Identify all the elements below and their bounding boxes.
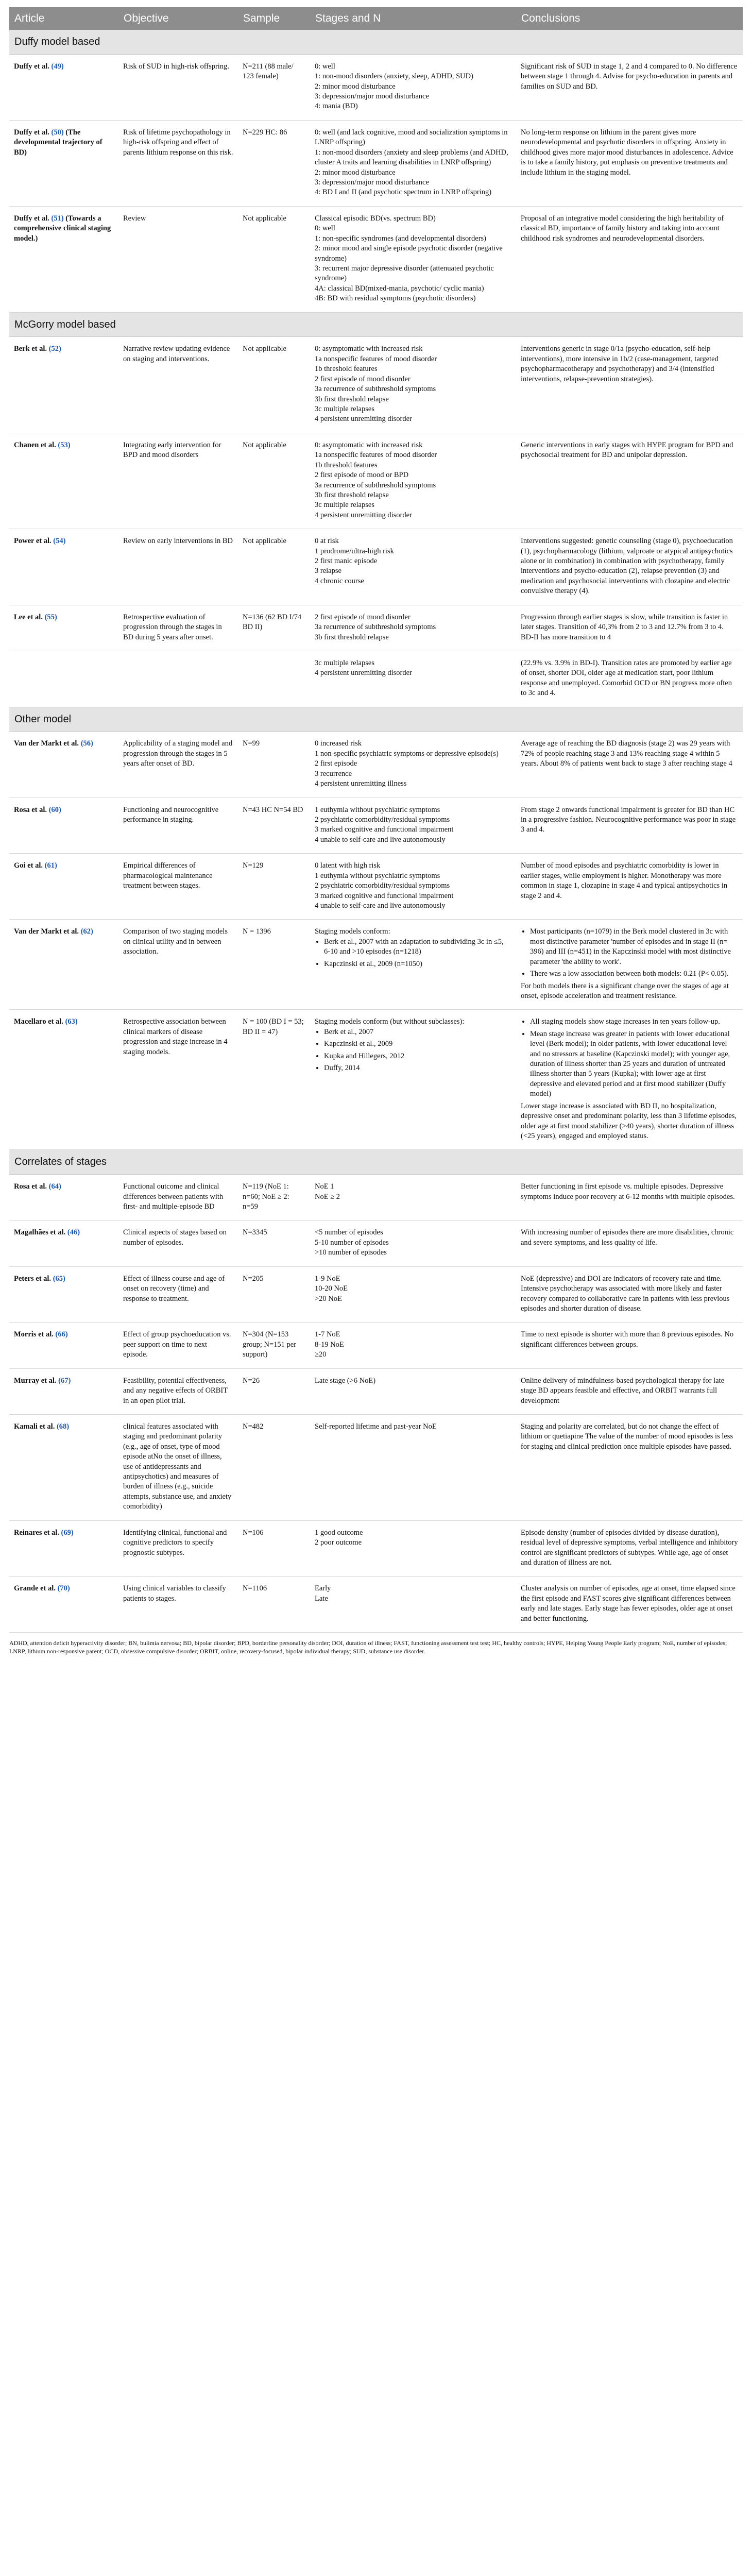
table-row [9, 1010, 743, 1150]
objective-cell: Effect of group psychoeducation vs. peer support on time to next episode. [118, 1323, 238, 1368]
article-author: Goi et al. [14, 861, 43, 870]
table-row [9, 798, 743, 854]
article-reference: (55) [44, 613, 57, 621]
section-title: McGorry model based [9, 312, 743, 337]
stage-line: 0 at risk [315, 537, 339, 546]
objective-cell: Feasibility, potential effectiveness, and any negative effects of ORBIT in an open pilot trial. [118, 1368, 238, 1414]
stage-line: 0: asymptomatic with increased risk [315, 440, 423, 449]
objective-cell: Empirical differences of pharmacological maintenance treatment between stages. [118, 854, 238, 920]
stage-line: 1 euthymia without psychiatric symptoms [315, 805, 440, 814]
sample-cell: N=136 (62 BD I/74 BD II) [238, 605, 310, 651]
stage-line: 4B: BD with residual symptoms (psychotic disorders) [315, 294, 476, 303]
stage-line: 2: minor mood and single episode psychotic disorder (negative syndrome) [315, 244, 503, 263]
objective-cell: Retrospective evaluation of progression through the stages in BD during 5 years after onset. [118, 605, 238, 651]
article-cell [9, 433, 118, 529]
stage-line: 0: well [315, 62, 335, 71]
article-cell [9, 54, 118, 120]
table-row [9, 206, 743, 312]
table-row [9, 920, 743, 1010]
stages-intro: Staging models conform: [315, 927, 390, 936]
header-sample: Sample [238, 7, 310, 30]
conclusions-cell [516, 920, 743, 1010]
stage-line: 1: non-specific syndromes (and developmental disorders) [315, 234, 487, 243]
sample-cell [238, 651, 310, 707]
table-row [9, 1414, 743, 1520]
stages-list [315, 1027, 511, 1074]
table-row [9, 120, 743, 206]
staging-table [9, 7, 743, 1633]
article-author: Morris et al. [14, 1330, 54, 1339]
article-author: Macellaro et al. [14, 1018, 63, 1026]
sample-cell: Not applicable [238, 206, 310, 312]
sample-cell: Not applicable [238, 529, 310, 605]
sample-cell: N=205 [238, 1266, 310, 1323]
stages-cell [310, 854, 516, 920]
table-body [9, 30, 743, 1633]
article-cell [9, 1221, 118, 1266]
article-author: Lee et al. [14, 613, 43, 621]
stage-line: 10-20 NoE [315, 1284, 348, 1293]
article-reference: (46) [67, 1228, 80, 1237]
table-row [9, 54, 743, 120]
article-author: Duffy et al. [14, 214, 49, 223]
stages-cell [310, 337, 516, 433]
section-row [9, 1150, 743, 1175]
article-author: Duffy et al. [14, 128, 49, 137]
stage-line: 3c multiple relapses [315, 501, 374, 510]
conclusions-list [521, 927, 738, 979]
stage-line: 4 persistent unremitting illness [315, 779, 407, 788]
article-reference: (62) [80, 927, 93, 936]
article-author: Reinares et al. [14, 1528, 59, 1537]
article-author: Van der Markt et al. [14, 739, 79, 748]
table-row [9, 1368, 743, 1414]
stage-line: 1 prodrome/ultra-high risk [315, 547, 394, 555]
section-title: Duffy model based [9, 30, 743, 54]
article-cell [9, 1368, 118, 1414]
article-reference: (61) [44, 861, 57, 870]
conclusions-cell: Better functioning in first episode vs. multiple episodes. Depressive symptoms induce poor recovery at 6-12 months with multiple episodes. [516, 1175, 743, 1221]
conclusions-cell: (22.9% vs. 3.9% in BD-I). Transition rates are promoted by earlier age of onset, shorter DOI, older age at medication start, poor lithium response and unemployed. Comorbid OCD or BN progress more often to 3c and 4. [516, 651, 743, 707]
article-author: Power et al. [14, 537, 52, 546]
stages-cell [310, 54, 516, 120]
table-row [9, 605, 743, 651]
conclusions-cell: Interventions generic in stage 0/1a (psycho-education, self-help interventions), more intensive in 1b/2 (case-management, targeted psychopharmacotherapy and psychotherapy) and 3/4 (intensified interventions, relapse-prevention strategies). [516, 337, 743, 433]
stage-line: Self-reported lifetime and past-year NoE [315, 1422, 437, 1431]
stage-line: 1b threshold features [315, 365, 378, 374]
sample-cell: N=304 (N=153 group; N=151 per support) [238, 1323, 310, 1368]
article-author: Chanen et al. [14, 440, 56, 449]
article-cell [9, 605, 118, 651]
stage-line: 4 chronic course [315, 577, 364, 585]
conclusions-cell: Episode density (number of episodes divided by disease duration), residual level of depressive symptoms, verbal intelligence and inhibitory control are significant predictors of subtypes. While age, age of onset and duration of illness are not. [516, 1520, 743, 1577]
stages-cell [310, 206, 516, 312]
stage-line: NoE ≥ 2 [315, 1192, 340, 1201]
stage-line: <5 number of episodes [315, 1228, 383, 1237]
stages-cell [310, 1175, 516, 1221]
conclusions-cell: NoE (depressive) and DOI are indicators of recovery rate and time. Intensive psychotherapy was associated with more likely and faster recovery compared to collaborative care in patients with less previous episodes and shorter duration of disease. [516, 1266, 743, 1323]
table-row [9, 1175, 743, 1221]
stage-line: 2: minor mood disturbance [315, 82, 396, 91]
article-cell [9, 1266, 118, 1323]
table-row [9, 1221, 743, 1266]
article-reference: (54) [53, 537, 66, 546]
table-row [9, 529, 743, 605]
sample-cell: N=1106 [238, 1577, 310, 1633]
article-author: Berk et al. [14, 345, 47, 353]
header-stages: Stages and N [310, 7, 516, 30]
stage-line: >20 NoE [315, 1294, 342, 1303]
conclusions-cell: Number of mood episodes and psychiatric comorbidity is lower in earlier stages, while employment is higher. Monotherapy was more common in stage 1, clozapine in stage 4 and typical antipsychotics in stage 2 and 4. [516, 854, 743, 920]
section-title: Other model [9, 707, 743, 732]
article-reference: (53) [58, 440, 71, 449]
sample-cell: N=26 [238, 1368, 310, 1414]
stage-line: Early [315, 1584, 331, 1593]
stage-line: 1a nonspecific features of mood disorder [315, 451, 437, 460]
article-cell [9, 529, 118, 605]
conclusions-cell: Average age of reaching the BD diagnosis (stage 2) was 29 years with 72% of people reaching stage 3 and 13% reaching stage 4 within 5 years. About 8% of patients went back to stage 3 after reaching stage 4 [516, 732, 743, 798]
article-cell [9, 1010, 118, 1150]
stage-line: 0: asymptomatic with increased risk [315, 345, 423, 353]
article-subtitle: (Towards a comprehensive clinical staging model.) [14, 214, 111, 243]
article-cell [9, 206, 118, 312]
objective-cell: Applicability of a staging model and progression through the stages in 5 years after onset of BD. [118, 732, 238, 798]
stage-line: 1: non-mood disorders (anxiety and sleep problems (and ADHD, cluster A traits and learning disabilities in LNRP offspring) [315, 148, 508, 167]
table-row [9, 1520, 743, 1577]
objective-cell: Narrative review updating evidence on staging and interventions. [118, 337, 238, 433]
table-row [9, 1577, 743, 1633]
objective-cell: Review [118, 206, 238, 312]
objective-cell: Clinical aspects of stages based on number of episodes. [118, 1221, 238, 1266]
stages-cell [310, 1323, 516, 1368]
stage-line: Late stage (>6 NoE) [315, 1376, 376, 1385]
stage-bullet: • Duffy, 2014 [324, 1063, 511, 1073]
sample-cell: N=99 [238, 732, 310, 798]
stages-cell [310, 1414, 516, 1520]
stage-line: 3 marked cognitive and functional impairment [315, 891, 454, 900]
article-author: Peters et al. [14, 1274, 52, 1283]
stage-line: ≥20 [315, 1350, 327, 1359]
conclusions-cell: Generic interventions in early stages with HYPE program for BPD and psychosocial treatment for BD and unipolar depression. [516, 433, 743, 529]
stages-cell [310, 1010, 516, 1150]
stages-intro: Staging models conform (but without subclasses): [315, 1018, 465, 1026]
stage-line: 1 non-specific psychiatric symptoms or depressive episode(s) [315, 749, 499, 758]
stage-line: 2: minor mood disturbance [315, 168, 396, 177]
stage-bullet: • Kupka and Hillegers, 2012 [324, 1052, 511, 1061]
stage-line: 3c multiple relapses [315, 404, 374, 413]
stage-line: 0 latent with high risk [315, 861, 381, 870]
article-reference: (69) [61, 1528, 74, 1537]
section-title: Correlates of stages [9, 1150, 743, 1175]
stages-cell [310, 1221, 516, 1266]
article-reference: (52) [48, 345, 61, 353]
stage-line: 0: well (and lack cognitive, mood and socialization symptoms in LNRP offspring) [315, 128, 508, 147]
stage-line: 3b first threshold relapse [315, 633, 389, 641]
stage-line: 1-9 NoE [315, 1274, 340, 1283]
header-article: Article [9, 7, 118, 30]
article-author: Kamali et al. [14, 1422, 55, 1431]
sample-cell: N=106 [238, 1520, 310, 1577]
stage-line: 1a nonspecific features of mood disorder [315, 354, 437, 363]
stage-bullet: • Kapczinski et al., 2009 (n=1050) [324, 959, 511, 969]
objective-cell: Identifying clinical, functional and cognitive predictors to specify prognostic subtypes. [118, 1520, 238, 1577]
objective-cell: Integrating early intervention for BPD and mood disorders [118, 433, 238, 529]
article-reference: (60) [48, 805, 61, 814]
article-cell [9, 1520, 118, 1577]
stage-line: >10 number of episodes [315, 1248, 387, 1257]
conclusions-cell [516, 1010, 743, 1150]
stage-line: Classical episodic BD(vs. spectrum BD) [315, 214, 436, 223]
table-row [9, 1266, 743, 1323]
stage-line: 3a recurrence of subthreshold symptoms [315, 623, 436, 632]
sample-cell: Not applicable [238, 433, 310, 529]
stage-line: 3: depression/major mood disturbance [315, 92, 429, 101]
conclusions-list [521, 1017, 738, 1099]
stage-line: 3b first threshold relapse [315, 490, 389, 499]
conclusion-bullet: • There was a low association between both models: 0.21 (P< 0.05). [530, 969, 738, 979]
article-cell [9, 1577, 118, 1633]
stages-cell [310, 1520, 516, 1577]
stage-line: 3a recurrence of subthreshold symptoms [315, 385, 436, 394]
stage-line: NoE 1 [315, 1182, 334, 1191]
stage-line: 4A: classical BD(mixed-mania, psychotic/ cyclic mania) [315, 284, 484, 293]
sample-cell: N=211 (88 male/ 123 female) [238, 54, 310, 120]
conclusion-bullet: • All staging models show stage increases in ten years follow-up. [530, 1017, 738, 1027]
article-author: Rosa et al. [14, 805, 47, 814]
stage-bullet: • Kapczinski et al., 2009 [324, 1039, 511, 1049]
stage-line: 2 psychiatric comorbidity/residual symptoms [315, 882, 450, 890]
objective-cell: Effect of illness course and age of onset on recovery (time) and response to treatment. [118, 1266, 238, 1323]
stage-line: 3: depression/major mood disturbance [315, 178, 429, 187]
stages-cell [310, 798, 516, 854]
sample-cell: N = 100 (BD I = 53; BD II = 47) [238, 1010, 310, 1150]
stage-line: 8-19 NoE [315, 1340, 344, 1349]
stage-line: 4 unable to self-care and live autonomously [315, 901, 446, 910]
stages-cell [310, 529, 516, 605]
stage-line: 2 first episode of mood disorder [315, 375, 411, 383]
article-reference: (63) [65, 1018, 78, 1026]
table-row [9, 337, 743, 433]
conclusion-bullet: • Most participants (n=1079) in the Berk model clustered in 3c with most distinctive parameter 'number of episodes and in stage II (n= 396) and III (n=451) in the Kapczinski model with most distinctive parameter 'the ability to work'. [530, 927, 738, 967]
conclusions-tail: For both models there is a significant change over the stages of age at onset, episode acceleration and treatment resistance. [521, 981, 729, 1000]
article-reference: (56) [80, 739, 93, 748]
stage-line: 1 euthymia without psychiatric symptoms [315, 871, 440, 880]
conclusions-cell: Staging and polarity are correlated, but do not change the effect of lithium or quetiapine The value of the number of mood episodes is less for staging and clinical prediction once multiple episodes have passed. [516, 1414, 743, 1520]
stages-cell [310, 920, 516, 1010]
article-reference: (65) [53, 1274, 65, 1283]
article-reference: (70) [57, 1584, 70, 1593]
article-cell [9, 854, 118, 920]
stage-line: 1b threshold features [315, 461, 378, 469]
article-subtitle: (The developmental trajectory of BD) [14, 128, 102, 157]
conclusions-cell: Time to next episode is shorter with more than 8 previous episodes. No significant differences between groups. [516, 1323, 743, 1368]
stage-line: 1 good outcome [315, 1528, 363, 1537]
conclusions-cell: Proposal of an integrative model considering the high heritability of classical BD, importance of family history and taking into account childhood risk syndromes and neurodevelopmental disorders. [516, 206, 743, 312]
stage-line: 4 persistent unremitting disorder [315, 511, 412, 519]
article-reference: (49) [51, 62, 64, 71]
section-row [9, 707, 743, 732]
sample-cell: Not applicable [238, 337, 310, 433]
table-row [9, 732, 743, 798]
stage-line: 3 recurrence [315, 769, 352, 778]
article-author: Magalhães et al. [14, 1228, 66, 1237]
stages-cell [310, 1577, 516, 1633]
objective-cell: Comparison of two staging models on clinical utility and in between association. [118, 920, 238, 1010]
stage-line: 4: BD I and II (and psychotic spectrum in LNRP offspring) [315, 188, 492, 197]
conclusions-cell: Interventions suggested: genetic counseling (stage 0), psychoeducation (1), psychopharmacology (lithium, valproate or atypical antipsychotics alone or in combination) in combination with psychotherapy, family interventions and psycho-education (2), relapse prevention (3) and medication and psychosocial interventions with clozapine and electric convulsive therapy (4). [516, 529, 743, 605]
article-reference: (51) [51, 214, 64, 223]
article-author: Duffy et al. [14, 62, 49, 71]
sample-cell: N=229 HC: 86 [238, 120, 310, 206]
sample-cell: N=129 [238, 854, 310, 920]
stages-cell [310, 732, 516, 798]
stages-cell [310, 605, 516, 651]
objective-cell: Risk of lifetime psychopathology in high-risk offspring and effect of parents lithium response on this risk. [118, 120, 238, 206]
stage-line: 2 first episode of mood disorder [315, 613, 411, 621]
objective-cell: Functioning and neurocognitive performance in staging. [118, 798, 238, 854]
article-author: Grande et al. [14, 1584, 56, 1593]
stage-line: Late [315, 1594, 328, 1603]
stage-bullet: • Berk et al., 2007 [324, 1027, 511, 1037]
section-row [9, 30, 743, 54]
article-author: Van der Markt et al. [14, 927, 79, 936]
conclusions-cell: With increasing number of episodes there are more disabilities, chronic and severe symptoms, and less quality of life. [516, 1221, 743, 1266]
stage-line: 2 first episode [315, 759, 357, 768]
stage-line: 4: mania (BD) [315, 102, 358, 111]
conclusions-cell: Online delivery of mindfulness-based psychological therapy for late stage BD appears feasible and effective, and ORBIT warrants full development [516, 1368, 743, 1414]
article-cell [9, 651, 118, 707]
conclusions-cell: Significant risk of SUD in stage 1, 2 and 4 compared to 0. No difference between stage 1 through 4. Advise for psycho-education in parents and families on SUD and BD. [516, 54, 743, 120]
objective-cell [118, 651, 238, 707]
article-cell [9, 920, 118, 1010]
section-row [9, 312, 743, 337]
article-cell [9, 1323, 118, 1368]
stages-list [315, 937, 511, 969]
stage-line: 4 unable to self-care and live autonomously [315, 835, 446, 844]
stage-line: 2 psychiatric comorbidity/residual symptoms [315, 816, 450, 824]
stage-bullet: • Berk et al., 2007 with an adaptation to subdividing 3c in ≤5, 6-10 and >10 episodes (n=1218) [324, 937, 511, 957]
stage-line: 0: well [315, 224, 335, 233]
table-row [9, 854, 743, 920]
stage-line: 3b first threshold relapse [315, 395, 389, 403]
article-reference: (50) [51, 128, 64, 137]
sample-cell: N=119 (NoE 1: n=60; NoE ≥ 2: n=59 [238, 1175, 310, 1221]
article-cell [9, 120, 118, 206]
conclusions-cell: Cluster analysis on number of episodes, age at onset, time elapsed since the first episode and FAST scores give significant differences between early and late stages. Early stage has fewer episodes, older age at onset and better functioning. [516, 1577, 743, 1633]
objective-cell: Review on early interventions in BD [118, 529, 238, 605]
article-cell [9, 1175, 118, 1221]
article-author: Rosa et al. [14, 1182, 47, 1191]
stages-cell [310, 433, 516, 529]
stage-line: 4 persistent unremitting disorder [315, 415, 412, 423]
stage-line: 3 relapse [315, 567, 341, 575]
stage-line: 2 first manic episode [315, 557, 378, 566]
stage-line: 5-10 number of episodes [315, 1238, 389, 1247]
conclusions-cell: Progression through earlier stages is slow, while transition is faster in later stages. Transition of 40,3% from 2 to 3 and 12.7% from 3 to 4. BD-II has more transition to 4 [516, 605, 743, 651]
sample-cell: N=43 HC N=54 BD [238, 798, 310, 854]
stage-line: 2 poor outcome [315, 1538, 362, 1547]
stage-line: 1: non-mood disorders (anxiety, sleep, ADHD, SUD) [315, 72, 473, 81]
sample-cell: N = 1396 [238, 920, 310, 1010]
article-reference: (68) [56, 1422, 70, 1431]
stages-cell [310, 120, 516, 206]
objective-cell: Retrospective association between clinical markers of disease progression and stage increase in 4 staging models. [118, 1010, 238, 1150]
table-row [9, 433, 743, 529]
stage-line: 0 increased risk [315, 739, 362, 748]
stages-cell [310, 1368, 516, 1414]
header-row [9, 7, 743, 30]
table-footnote: ADHD, attention deficit hyperactivity disorder; BN, bulimia nervosa; BD, bipolar disorder; BPD, borderline personality disorder; DOI, duration of illness; FAST, functioning assessment test test; HC, healthy controls; HYPE, Helping Young People Early program; NoE, number of episodes; LNRP, lithium non-responsive parent; OCD, obsessive compulsive disorder; ORBIT, online, recovery-focused, bipolar individual therapy; SUD, substance use disorder. [9, 1639, 727, 1655]
header-conclusions: Conclusions [516, 7, 743, 30]
stage-line: 3 marked cognitive and functional impairment [315, 825, 454, 834]
article-cell [9, 337, 118, 433]
stage-line: 3a recurrence of subthreshold symptoms [315, 481, 436, 489]
stage-line: 3c multiple relapses [315, 659, 374, 667]
stage-line: 3: recurrent major depressive disorder (attenuated psychotic syndrome) [315, 264, 494, 283]
stage-line: 4 persistent unremitting disorder [315, 669, 412, 677]
objective-cell: clinical features associated with staging and predominant polarity (e.g., age of onset, type of mood episode atNo the onset of illness, use of antidepressants and antipsychotics) and measures of burden of illness (e.g., suicide attempts, substance use, and anxiety comorbidity) [118, 1414, 238, 1520]
article-cell [9, 798, 118, 854]
article-cell [9, 1414, 118, 1520]
conclusions-tail: Lower stage increase is associated with BD II, no hospitalization, depressive onset and predominant polarity, less than 3 lifetime episodes, older age at first mood stabilizer (>40 years), shorter duration of illness (<25 years), engaged and employed status. [521, 1101, 737, 1140]
stage-line: 1-7 NoE [315, 1330, 340, 1339]
article-reference: (64) [48, 1182, 61, 1191]
article-cell [9, 732, 118, 798]
stage-line: 2 first episode of mood or BPD [315, 471, 409, 480]
stages-cell [310, 651, 516, 707]
article-author: Murray et al. [14, 1376, 57, 1385]
objective-cell: Risk of SUD in high-risk offspring. [118, 54, 238, 120]
sample-cell: N=482 [238, 1414, 310, 1520]
article-reference: (67) [58, 1376, 71, 1385]
header-objective: Objective [118, 7, 238, 30]
sample-cell: N=3345 [238, 1221, 310, 1266]
stages-cell [310, 1266, 516, 1323]
conclusion-bullet: • Mean stage increase was greater in patients with lower educational level (Berk model); in older patients, with lower educational level and no stressors at baseline (Kapczinski model); with younger age, duration of illness shorter than 25 years and duration of untreated illness shorter than 5 years (Kupka); with lower age at first depressive and elevated period and at first mood stabilizer (Duffy model) [530, 1029, 738, 1099]
article-reference: (66) [55, 1330, 68, 1339]
objective-cell: Using clinical variables to classify patients to stages. [118, 1577, 238, 1633]
conclusions-cell: No long-term response on lithium in the parent gives more neurodevelopmental and psychotic disorders in offspring. Anxiety in childhood gives more major mood disturbances in adolescence. Advice is to take a family history, put emphasis on preventive treatments and include lithium in the staging model. [516, 120, 743, 206]
objective-cell: Functional outcome and clinical differences between patients with first- and multiple-episode BD [118, 1175, 238, 1221]
table-row [9, 651, 743, 707]
conclusions-cell: From stage 2 onwards functional impairment is greater for BD than HC in a progressive fashion. Neurocognitive performance was poor in stage 3 and 4. [516, 798, 743, 854]
table-row [9, 1323, 743, 1368]
